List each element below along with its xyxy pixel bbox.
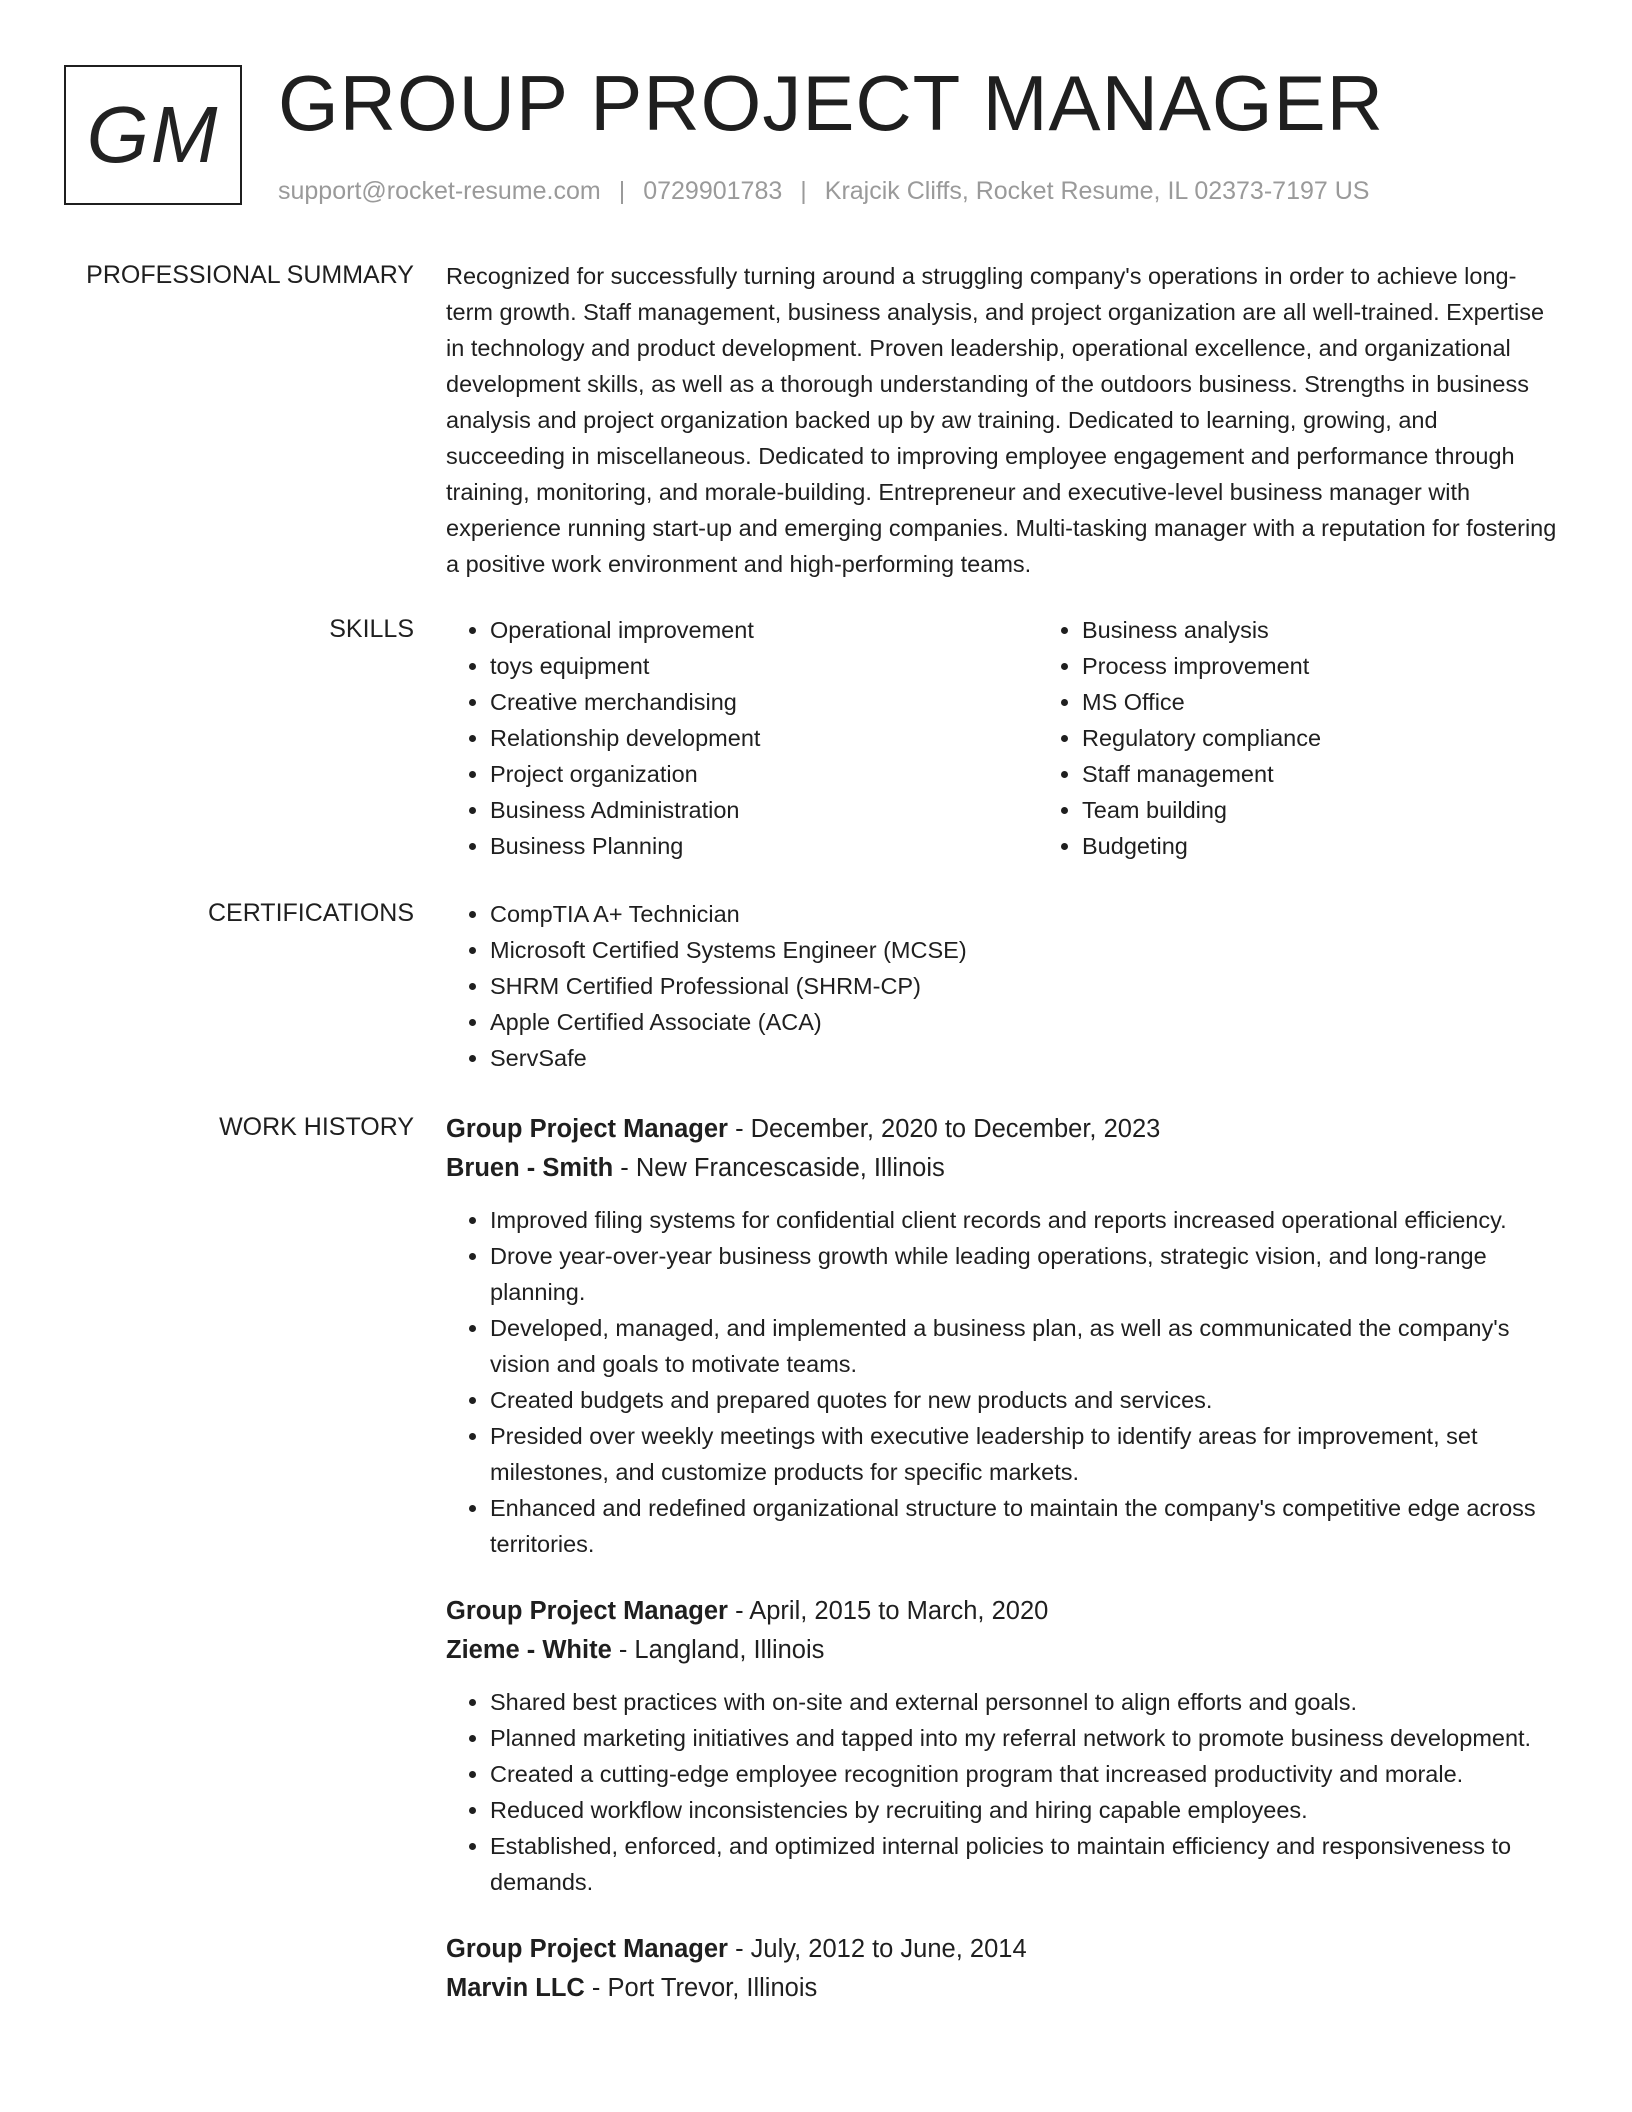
skill-item: • Regulatory compliance (1082, 720, 1630, 756)
job-dates: - July, 2012 to June, 2014 (727, 1935, 1027, 1963)
job-bullet: • Reduced workflow inconsistencies by recruiting and hiring capable employees. (490, 1792, 1562, 1828)
certification-item: • CompTIA A+ Technician (490, 896, 1562, 932)
certification-item: • SHRM Certified Professional (SHRM-CP) (490, 968, 1562, 1004)
skill-item: • Team building (1082, 792, 1630, 828)
job-title: Group Project Manager (446, 1115, 728, 1143)
skills-body (446, 612, 1562, 864)
job-dates: - December, 2020 to December, 2023 (727, 1115, 1161, 1143)
job-company: Marvin LLC (446, 1974, 585, 2002)
skill-item: • Staff management (1082, 756, 1630, 792)
skill-item: • Business Administration (490, 792, 1038, 828)
skills-grid (446, 612, 1562, 864)
job-bullets (446, 1202, 1562, 1562)
job-company-line (446, 1969, 1562, 2008)
job-bullet: • Created budgets and prepared quotes for new products and services. (490, 1382, 1562, 1418)
contact-separator: | (618, 177, 626, 205)
section-label-certifications: CERTIFICATIONS (207, 899, 414, 927)
job-title-line (446, 1592, 1562, 1631)
skill-item: • MS Office (1082, 684, 1630, 720)
job-dates: - April, 2015 to March, 2020 (727, 1597, 1049, 1625)
contact-line (278, 174, 1369, 208)
job-bullet: • Shared best practices with on-site and external personnel to align efforts and goals. (490, 1684, 1562, 1720)
skill-item: • Creative merchandising (490, 684, 1038, 720)
job-title-line (446, 1110, 1562, 1149)
job-company: Zieme - White (446, 1636, 612, 1664)
resume-header (0, 0, 1632, 230)
job-bullet: • Created a cutting-edge employee recognition program that increased productivity and morale. (490, 1756, 1562, 1792)
resume-title: GROUP PROJECT MANAGER (278, 59, 1384, 147)
monogram-logo: GM (64, 65, 242, 205)
skills-column-1 (446, 612, 1038, 864)
work-history-body (446, 1110, 1562, 2038)
job-bullet: • Enhanced and redefined organizational structure to maintain the company's competitive edge across territories. (490, 1490, 1562, 1562)
job-bullet: • Developed, managed, and implemented a business plan, as well as communicated the company's vision and goals to motivate teams. (490, 1310, 1562, 1382)
summary-text: Recognized for successfully turning around a struggling company's operations in order to achieve long-term growth. Staff management, business analysis, and project organization are all well-trained. Expertise in technology and product development. Proven leadership, operational excellence, and organizational development skills, as well as a thorough understanding of the outdoors business. Strengths in business analysis and project organization backed up by aw training. Dedicated to learning, growing, and succeeding in miscellaneous. Dedicated to improving employee engagement and performance through training, monitoring, and morale-building. Entrepreneur and executive-level business manager with experience running start-up and emerging companies. Multi-tasking manager with a reputation for fostering a positive work environment and high-performing teams. (446, 263, 1557, 577)
skill-item: • Operational improvement (490, 612, 1038, 648)
job-bullet: • Presided over weekly meetings with executive leadership to identify areas for improvement, set milestones, and customize products for specific markets. (490, 1418, 1562, 1490)
section-label-skills: SKILLS (329, 615, 414, 643)
skill-item: • Business Planning (490, 828, 1038, 864)
contact-separator: | (800, 177, 807, 205)
job-location: - Port Trevor, Illinois (584, 1974, 818, 2002)
job-title: Group Project Manager (446, 1597, 728, 1625)
contact-address: Krajcik Cliffs, Rocket Resume, IL 02373-7197 US (824, 177, 1370, 205)
section-label-work-history: WORK HISTORY (219, 1113, 414, 1141)
skill-item: • Project organization (490, 756, 1038, 792)
job-location: - Langland, Illinois (611, 1636, 825, 1664)
job-bullet: • Planned marketing initiatives and tapped into my referral network to promote business development. (490, 1720, 1562, 1756)
skill-item: • Business analysis (1082, 612, 1630, 648)
certifications-body (446, 896, 1562, 1076)
job-company: Bruen - Smith (446, 1154, 614, 1182)
job-entry (446, 1930, 1562, 2008)
skill-item: • Relationship development (490, 720, 1038, 756)
job-entry (446, 1110, 1562, 1562)
skills-column-2 (1038, 612, 1630, 864)
certifications-list (446, 896, 1562, 1076)
certification-item: • Microsoft Certified Systems Engineer (MCSE) (490, 932, 1562, 968)
section-label-summary: PROFESSIONAL SUMMARY (86, 261, 414, 289)
job-entry (446, 1592, 1562, 1900)
job-bullet: • Improved filing systems for confidential client records and reports increased operational efficiency. (490, 1202, 1562, 1238)
skill-item: • Process improvement (1082, 648, 1630, 684)
job-bullet: • Drove year-over-year business growth while leading operations, strategic vision, and long-range planning. (490, 1238, 1562, 1310)
certification-item: • Apple Certified Associate (ACA) (490, 1004, 1562, 1040)
job-bullets (446, 1684, 1562, 1900)
skill-item: • Budgeting (1082, 828, 1630, 864)
job-bullet: • Established, enforced, and optimized internal policies to maintain efficiency and responsiveness to demands. (490, 1828, 1562, 1900)
job-title-line (446, 1930, 1562, 1969)
contact-phone[interactable]: 0729901783 (643, 177, 783, 205)
job-title: Group Project Manager (446, 1935, 728, 1963)
job-location: - New Francescaside, Illinois (613, 1154, 945, 1182)
job-company-line (446, 1149, 1562, 1188)
contact-email[interactable]: support@rocket-resume.com (278, 177, 601, 205)
job-company-line (446, 1631, 1562, 1670)
certification-item: • ServSafe (490, 1040, 1562, 1076)
skill-item: • toys equipment (490, 648, 1038, 684)
